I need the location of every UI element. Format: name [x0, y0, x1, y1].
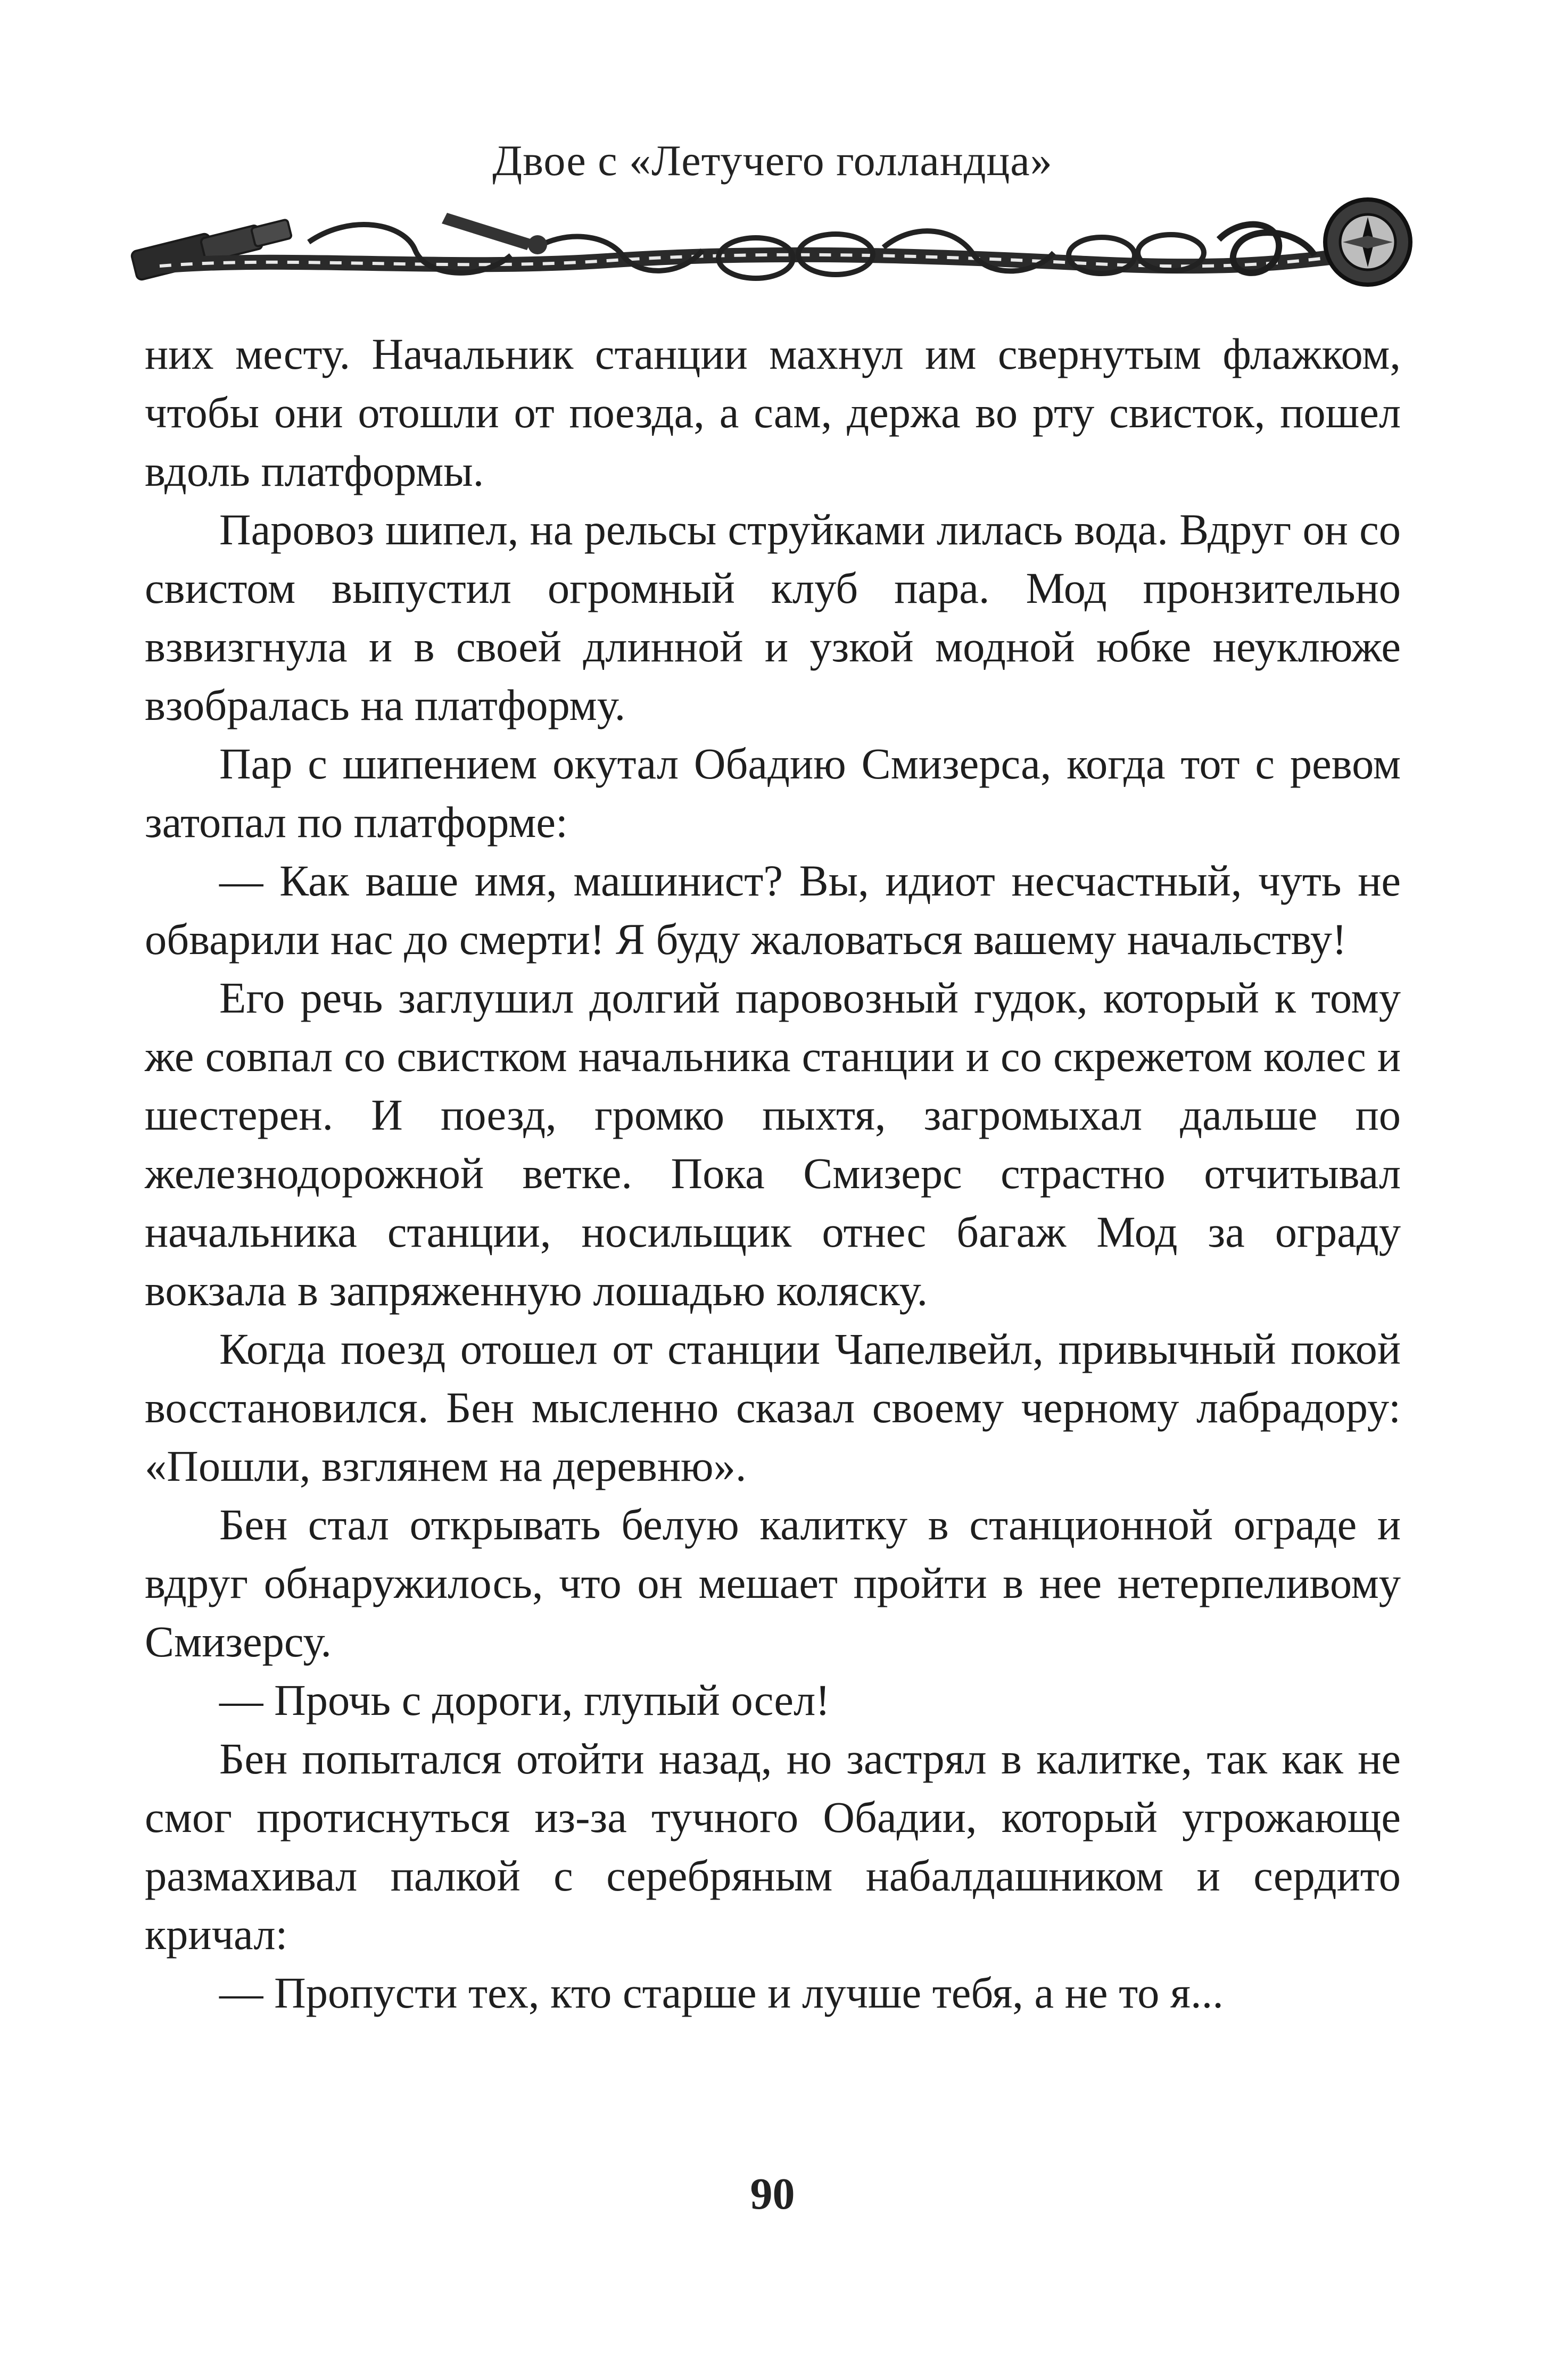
paragraph: Паровоз шипел, на рельсы струйками лилась вода. Вдруг он со свистом выпустил огромный клуб пара. Мод пронзительно взвизгнула и в своей длинной и узкой модной юбке неуклюже взобралась на платформу.: [145, 505, 1401, 729]
body-text: [145, 325, 1401, 2022]
paragraph: Пар с шипением окутал Обадию Смизерса, когда тот с ревом затопал по платформе:: [145, 739, 1401, 847]
nautical-rope-ornament-icon: [128, 192, 1421, 293]
dialogue-paragraph: — Как ваше имя, машинист? Вы, идиот несчастный, чуть не обварили нас до смерти! Я буду жаловаться вашему начальству!: [145, 856, 1401, 964]
paragraph: Бен стал открывать белую калитку в станционной ограде и вдруг обнаружилось, что он мешает пройти в нее нетерпеливому Смизерсу.: [145, 1500, 1401, 1666]
dialogue-paragraph: — Прочь с дороги, глупый осел!: [219, 1676, 830, 1724]
paragraph: них месту. Начальник станции махнул им свернутым флажком, чтобы они отошли от поезда, а сам, держа во рту свисток, пошел вдоль платформы.: [145, 329, 1401, 495]
running-header-title: Двое с «Летучего голландца»: [492, 136, 1053, 185]
dialogue-paragraph: — Пропусти тех, кто старше и лучше тебя, а не то я...: [219, 1968, 1224, 2017]
paragraph: Его речь заглушил долгий паровозный гудок, который к тому же совпал со свистком начальника станции и со скрежетом колес и шестерен. И поезд, громко пыхтя, загромыхал дальше по железнодорожной ветке. Пока Смизерс страстно отчитывал начальника станции, носильщик отнес багаж Мод за ограду вокзала в запряженную лошадью коляску.: [145, 973, 1401, 1315]
paragraph: Когда поезд отошел от станции Чапелвейл, привычный покой восстановился. Бен мысленно сказал своему черному лабрадору: «Пошли, взглянем на деревню».: [145, 1324, 1401, 1490]
paragraph: Бен попытался отойти назад, но застрял в калитке, так как не смог протиснуться из-за тучного Обадии, который угрожающе размахивал палкой с серебряным набалдашником и сердито кричал:: [145, 1734, 1401, 1959]
page-number: 90: [750, 2169, 795, 2219]
